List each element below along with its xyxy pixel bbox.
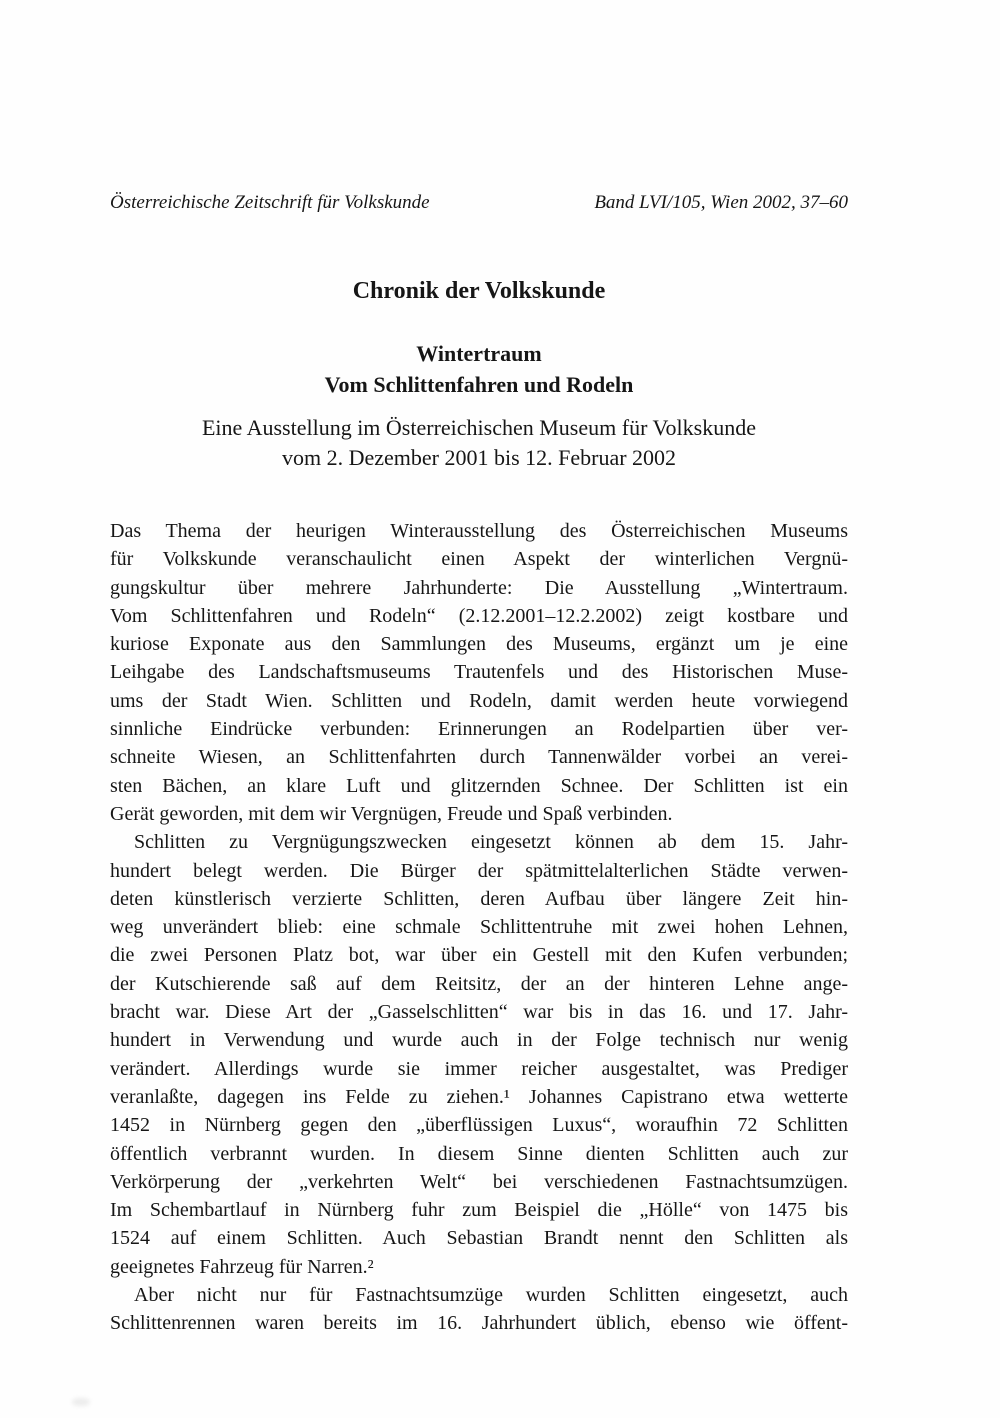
text-line: veranlaßte, dagegen ins Felde zu ziehen.¹ Johannes Capistrano etwa wetterte [110,1085,848,1108]
article-subtitle-line1: Eine Ausstellung im Österreichischen Museum für Volkskunde [201,415,756,440]
text-line: Gerät geworden, mit dem wir Vergnügen, Freude und Spaß verbinden. [110,802,673,825]
text-line: schneite Wiesen, an Schlittenfahrten durch Tannenwälder vorbei an verei- [110,746,848,769]
text-line: Aber nicht nur für Fastnachtsumzüge wurden Schlitten eingesetzt, auch [134,1284,848,1307]
text-line: Verkörperung der „verkehrten Welt“ bei verschiedenen Fastnachtsumzügen. [110,1170,848,1193]
text-line: sinnliche Eindrücke verbunden: Erinnerungen an Rodelpartien über ver- [110,718,848,741]
volume-info: Band LVI/105, Wien 2002, 37–60 [594,192,848,213]
section-title: Chronik der Volkskunde [352,278,606,304]
text-line: Im Schembartlauf in Nürnberg fuhr zum Beispiel die „Hölle“ von 1475 bis [110,1199,848,1222]
text-line: ums der Stadt Wien. Schlitten und Rodeln, damit werden heute vorwiegend [110,689,848,712]
text-line: Das Thema der heurigen Winterausstellung des Österreichischen Museums [110,520,848,542]
article-title-line2: Vom Schlittenfahren und Rodeln [324,372,634,397]
text-line: Vom Schlittenfahren und Rodeln“ (2.12.2001–12.2.2002) zeigt kostbare und [110,604,848,627]
text-line: 1452 in Nürnberg gegen den „überflüssigen Luxus“, woraufhin 72 Schlitten [110,1114,848,1137]
article-subtitle-line2: vom 2. Dezember 2001 bis 12. Februar 2002 [281,445,677,470]
article-subtitle [110,413,848,473]
article-title-line1: Wintertraum [416,341,542,366]
text-line: öffentlich verbrannt wurden. In diesem Sinne dienten Schlitten auch zur [110,1142,848,1165]
journal-title: Österreichische Zeitschrift für Volkskunde [110,192,430,213]
text-line: kuriose Exponate aus den Sammlungen des Museums, ergänzt um je eine [110,633,848,656]
article-body [110,517,848,1338]
text-line: hundert belegt werden. Die Bürger der spätmittelalterlichen Städte verwen- [110,859,848,882]
scan-artifact [72,1398,90,1406]
text-line: sten Bächen, an klare Luft und glitzernden Schnee. Der Schlitten ist ein [110,774,848,797]
page-content [110,0,848,1418]
text-line: Leihgabe des Landschaftsmuseums Trautenfels und des Historischen Muse- [110,661,848,684]
journal-header [110,191,848,215]
text-line: 1524 auf einem Schlitten. Auch Sebastian Brandt nennt den Schlitten als [110,1227,848,1250]
text-line: hundert in Verwendung und wurde auch in der Folge technisch nur wenig [110,1029,848,1052]
text-line: geeignetes Fahrzeug für Narren.² [110,1255,374,1278]
text-line: bracht war. Diese Art der „Gasselschlitten“ war bis in das 16. und 17. Jahr- [110,1001,848,1024]
article-title [110,338,848,400]
text-line: die zwei Personen Platz bot, war über ein Gestell mit den Kufen verbunden; [110,944,848,967]
text-line: gungskultur über mehrere Jahrhunderte: Die Ausstellung „Wintertraum. [110,576,848,599]
text-line: für Volkskunde veranschaulicht einen Aspekt der winterlichen Vergnü- [110,548,848,571]
text-line: Schlittenrennen waren bereits im 16. Jahrhundert üblich, ebenso wie öffent- [110,1312,848,1335]
text-line: der Kutschierende saß auf dem Reitsitz, der an der hinteren Lehne ange- [110,972,848,995]
text-line: weg unverändert blieb: eine schmale Schlittentruhe mit zwei hohen Lehnen, [110,916,848,939]
text-line: Schlitten zu Vergnügungszwecken eingesetzt können ab dem 15. Jahr- [134,831,848,854]
text-line: deten künstlerisch verzierte Schlitten, deren Aufbau über längere Zeit hin- [110,887,848,910]
text-line: verändert. Allerdings wurde sie immer reicher ausgestaltet, was Prediger [110,1057,848,1080]
